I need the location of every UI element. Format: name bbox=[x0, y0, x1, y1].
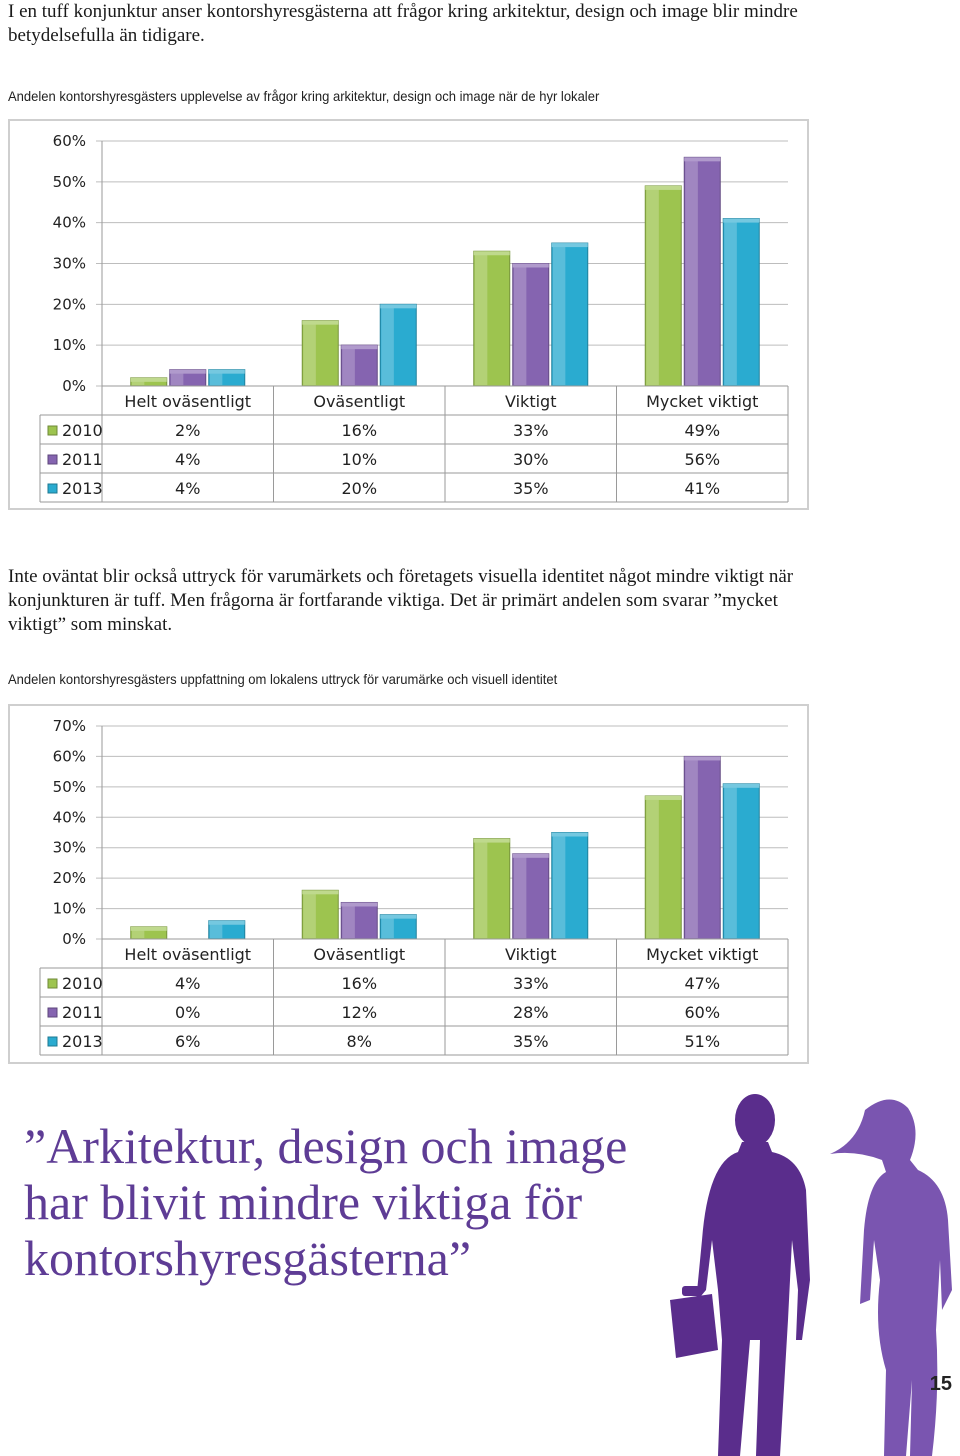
bar-2010-1 bbox=[302, 321, 338, 386]
bar-highlight bbox=[381, 305, 394, 385]
bar-top bbox=[131, 378, 167, 382]
bar-top bbox=[552, 243, 588, 247]
bar-2011-3 bbox=[684, 157, 720, 386]
bar-2013-3 bbox=[723, 219, 759, 386]
bar-2013-1 bbox=[380, 915, 416, 939]
legend-label: 2010 bbox=[62, 974, 103, 993]
bar-top bbox=[209, 370, 245, 374]
data-label: 41% bbox=[684, 479, 721, 498]
bar-top bbox=[645, 186, 681, 190]
legend-key-2013 bbox=[48, 1037, 57, 1046]
data-label: 6% bbox=[175, 1032, 201, 1051]
bar-2013-0 bbox=[209, 370, 245, 386]
y-tick-label: 0% bbox=[62, 930, 86, 948]
y-tick-label: 40% bbox=[52, 213, 86, 232]
data-label: 33% bbox=[512, 421, 549, 440]
woman-silhouette bbox=[830, 1099, 952, 1456]
bar-top bbox=[684, 157, 720, 161]
bar-top bbox=[302, 890, 338, 894]
data-label: 56% bbox=[684, 450, 721, 469]
bar-highlight bbox=[342, 346, 355, 385]
legend-label: 2013 bbox=[62, 479, 103, 498]
data-label: 35% bbox=[512, 1032, 549, 1051]
bar-top bbox=[645, 796, 681, 800]
bar-highlight bbox=[342, 903, 355, 938]
y-tick-label: 40% bbox=[52, 808, 86, 827]
data-label: 4% bbox=[175, 450, 201, 469]
bar-top bbox=[341, 902, 377, 906]
bar-top bbox=[474, 839, 510, 843]
data-label: 35% bbox=[512, 479, 549, 498]
bar-top bbox=[131, 927, 167, 931]
bar-2010-3 bbox=[645, 796, 681, 939]
bar-top bbox=[380, 915, 416, 919]
y-tick-label: 60% bbox=[52, 747, 86, 766]
data-label: 51% bbox=[684, 1032, 721, 1051]
bar-highlight bbox=[646, 187, 659, 385]
bar-2013-1 bbox=[380, 304, 416, 386]
data-label: 30% bbox=[512, 450, 549, 469]
bar-2013-3 bbox=[723, 784, 759, 939]
data-label: 0% bbox=[175, 1003, 201, 1022]
bar-2011-1 bbox=[341, 345, 377, 386]
middle-paragraph: Inte oväntat blir också uttryck för varumärkets och företagets visuella identitet något mindre viktigt när konjunkturen är tuff. Men frågorna är fortfarande viktiga. Det är primärt andelen som svarar ”mycket viktigt” som minskat. bbox=[8, 566, 794, 635]
bar-top bbox=[302, 321, 338, 325]
y-tick-label: 50% bbox=[52, 777, 86, 796]
y-tick-label: 50% bbox=[52, 172, 86, 191]
y-tick-label: 20% bbox=[52, 869, 86, 888]
bar-2010-2 bbox=[474, 251, 510, 386]
bar-2013-2 bbox=[552, 833, 588, 940]
chart-1-caption: Andelen kontorshyresgästers upplevelse av frågor kring arkitektur, design och image när de hyr lokaler bbox=[8, 88, 600, 104]
bar-highlight bbox=[553, 244, 566, 385]
bar-highlight bbox=[724, 785, 737, 938]
bar-2011-0 bbox=[170, 370, 206, 386]
data-label: 60% bbox=[684, 1003, 721, 1022]
bar-2011-2 bbox=[513, 264, 549, 387]
bar-highlight bbox=[475, 252, 488, 385]
data-label: 20% bbox=[341, 479, 378, 498]
bar-top bbox=[209, 921, 245, 925]
data-label: 16% bbox=[341, 421, 378, 440]
y-tick-label: 70% bbox=[52, 717, 86, 735]
bar-highlight bbox=[381, 916, 394, 938]
bar-top bbox=[513, 264, 549, 268]
legend-key-2011 bbox=[48, 1008, 57, 1017]
data-label: 2% bbox=[175, 421, 201, 440]
chart-1 bbox=[8, 119, 809, 510]
category-label: Oväsentligt bbox=[313, 945, 406, 964]
bar-top bbox=[723, 784, 759, 788]
y-tick-label: 20% bbox=[52, 295, 86, 314]
y-tick-label: 60% bbox=[52, 132, 86, 150]
bar-highlight bbox=[724, 220, 737, 385]
y-tick-label: 30% bbox=[52, 838, 86, 857]
bar-top bbox=[552, 833, 588, 837]
category-label: Viktigt bbox=[505, 392, 557, 411]
category-label: Oväsentligt bbox=[313, 392, 406, 411]
legend-key-2011 bbox=[48, 455, 57, 464]
bar-highlight bbox=[685, 757, 698, 938]
chart-1-svg bbox=[10, 121, 807, 508]
bar-highlight bbox=[553, 834, 566, 939]
bar-highlight bbox=[685, 158, 698, 385]
chart-2 bbox=[8, 704, 809, 1064]
bar-top bbox=[513, 854, 549, 858]
y-tick-label: 30% bbox=[52, 254, 86, 273]
bar-2013-0 bbox=[209, 921, 245, 939]
bar-top bbox=[684, 756, 720, 760]
y-tick-label: 0% bbox=[62, 377, 86, 395]
legend-key-2010 bbox=[48, 426, 57, 435]
bar-2010-1 bbox=[302, 890, 338, 939]
bar-highlight bbox=[303, 891, 316, 938]
bar-top bbox=[341, 345, 377, 349]
data-label: 16% bbox=[341, 974, 378, 993]
bar-top bbox=[170, 370, 206, 374]
bar-highlight bbox=[646, 797, 659, 938]
bar-2010-3 bbox=[645, 186, 681, 386]
bar-top bbox=[723, 219, 759, 223]
bar-2010-0 bbox=[131, 927, 167, 939]
category-label: Helt oväsentligt bbox=[124, 392, 252, 411]
data-label: 8% bbox=[346, 1032, 372, 1051]
legend-label: 2010 bbox=[62, 421, 103, 440]
people-silhouette-illustration bbox=[660, 1090, 960, 1456]
bar-highlight bbox=[303, 322, 316, 385]
man-silhouette bbox=[670, 1094, 810, 1456]
bar-highlight bbox=[514, 265, 527, 386]
category-label: Mycket viktigt bbox=[646, 945, 759, 964]
legend-key-2010 bbox=[48, 979, 57, 988]
legend-label: 2013 bbox=[62, 1032, 103, 1051]
bar-2010-2 bbox=[474, 839, 510, 939]
y-tick-label: 10% bbox=[52, 336, 86, 355]
chart-2-caption: Andelen kontorshyresgästers uppfattning om lokalens uttryck för varumärke och visuell identitet bbox=[8, 671, 558, 687]
pull-quote: ”Arkitektur, design och image har blivit mindre viktiga för kontorshyresgästerna” bbox=[24, 1118, 628, 1286]
data-label: 12% bbox=[341, 1003, 378, 1022]
data-label: 33% bbox=[512, 974, 549, 993]
bar-highlight bbox=[475, 840, 488, 938]
chart-2-svg bbox=[10, 706, 807, 1062]
page-number: 15 bbox=[929, 1373, 952, 1395]
category-label: Viktigt bbox=[505, 945, 557, 964]
data-label: 47% bbox=[684, 974, 721, 993]
data-label: 4% bbox=[175, 479, 201, 498]
category-label: Helt oväsentligt bbox=[124, 945, 252, 964]
legend-label: 2011 bbox=[62, 1003, 103, 1022]
intro-paragraph: I en tuff konjunktur anser kontorshyresgästerna att frågor kring arkitektur, design och image blir mindre betydelsefulla än tidigare. bbox=[8, 1, 798, 46]
data-label: 10% bbox=[341, 450, 378, 469]
legend-label: 2011 bbox=[62, 450, 103, 469]
bar-2011-3 bbox=[684, 756, 720, 939]
data-label: 49% bbox=[684, 421, 721, 440]
y-tick-label: 10% bbox=[52, 899, 86, 918]
data-label: 28% bbox=[512, 1003, 549, 1022]
bar-2011-2 bbox=[513, 854, 549, 939]
bar-2013-2 bbox=[552, 243, 588, 386]
category-label: Mycket viktigt bbox=[646, 392, 759, 411]
bar-top bbox=[380, 304, 416, 308]
bar-highlight bbox=[514, 855, 527, 938]
legend-key-2013 bbox=[48, 484, 57, 493]
bar-2011-1 bbox=[341, 902, 377, 939]
bar-top bbox=[474, 251, 510, 255]
bar-2010-0 bbox=[131, 378, 167, 386]
data-label: 4% bbox=[175, 974, 201, 993]
